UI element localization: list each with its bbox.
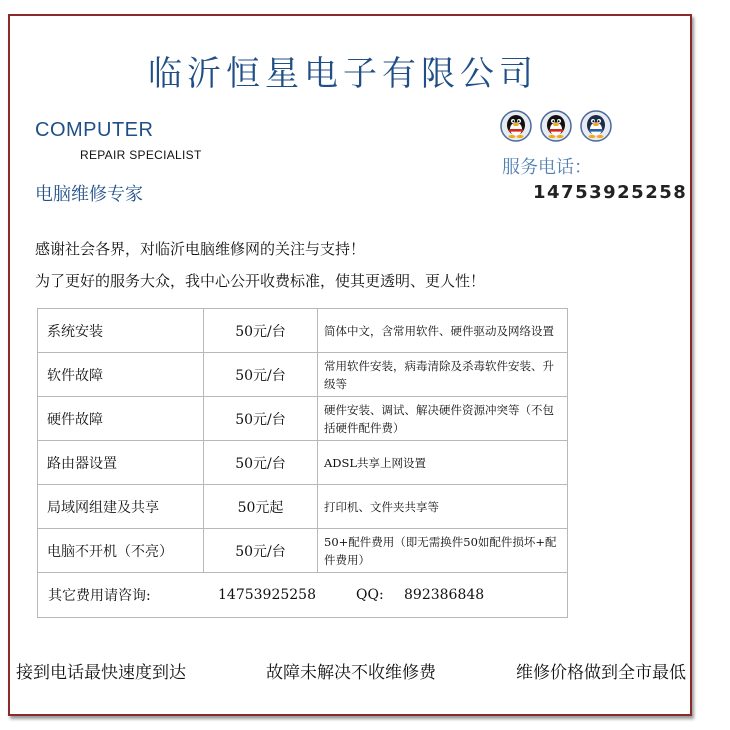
table-row (38, 309, 568, 353)
note-cell: 硬件安装、调试、解决硬件资源冲突等（不包括硬件配件费） (318, 397, 568, 441)
logo-repair-specialist-text: REPAIR SPECIALIST (80, 148, 202, 162)
intro-line-2: 为了更好的服务大众，我中心公开收费标准，使其更透明、更人性！ (35, 272, 486, 290)
footer-phone: 14753925258 (218, 587, 316, 603)
service-phone-number: 14753925258 (533, 182, 688, 203)
intro-line-1: 感谢社会各界，对临沂电脑维修网的关注与支持！ (35, 240, 366, 258)
service-cell: 软件故障 (38, 353, 204, 397)
qq-label: QQ: (356, 587, 384, 603)
fee-cell: 50元/台 (204, 353, 318, 397)
service-cell: 路由器设置 (38, 441, 204, 485)
note-cell: 简体中文，含常用软件、硬件驱动及网络设置 (318, 309, 568, 353)
note-cell: 打印机、文件夹共享等 (318, 485, 568, 529)
fee-cell: 50元/台 (204, 529, 318, 573)
other-fees-label: 其它费用请咨询: (48, 588, 151, 604)
qq-icon-row (500, 110, 612, 142)
table-row (38, 529, 568, 573)
price-table (37, 308, 568, 618)
note-cell: ADSL共享上网设置 (318, 441, 568, 485)
table-row (38, 397, 568, 441)
service-cell: 局域网组建及共享 (38, 485, 204, 529)
fee-cell: 50元/台 (204, 441, 318, 485)
service-phone-label: 服务电话： (502, 157, 592, 178)
slogan-no-fix-no-fee: 故障未解决不收维修费 (266, 663, 436, 683)
contact-cell (38, 573, 568, 618)
table-row (38, 441, 568, 485)
company-title: 临沂恒星电子有限公司 (148, 54, 538, 94)
note-cell: 常用软件安装，病毒清除及杀毒软件安装、升级等 (318, 353, 568, 397)
slogan-lowest-price: 维修价格做到全市最低 (516, 663, 686, 683)
logo-computer-text: COMPUTER (35, 119, 154, 141)
table-row (38, 485, 568, 529)
service-cell: 电脑不开机（不亮） (38, 529, 204, 573)
slogan-fast-arrival: 接到电话最快速度到达 (16, 663, 186, 683)
note-cell: 50+配件费用（即无需换件50如配件损坏+配件费用） (318, 529, 568, 573)
qq-number: 892386848 (404, 587, 485, 603)
table-footer-row (38, 573, 568, 618)
service-cell: 系统安装 (38, 309, 204, 353)
qq-penguin-icon[interactable] (540, 110, 572, 142)
fee-cell: 50元起 (204, 485, 318, 529)
table-row (38, 353, 568, 397)
slogan-row (16, 658, 686, 683)
qq-penguin-icon[interactable] (580, 110, 612, 142)
fee-cell: 50元/台 (204, 397, 318, 441)
qq-penguin-icon[interactable] (500, 110, 532, 142)
logo-chinese-text: 电脑维修专家 (35, 184, 143, 205)
service-cell: 硬件故障 (38, 397, 204, 441)
fee-cell: 50元/台 (204, 309, 318, 353)
